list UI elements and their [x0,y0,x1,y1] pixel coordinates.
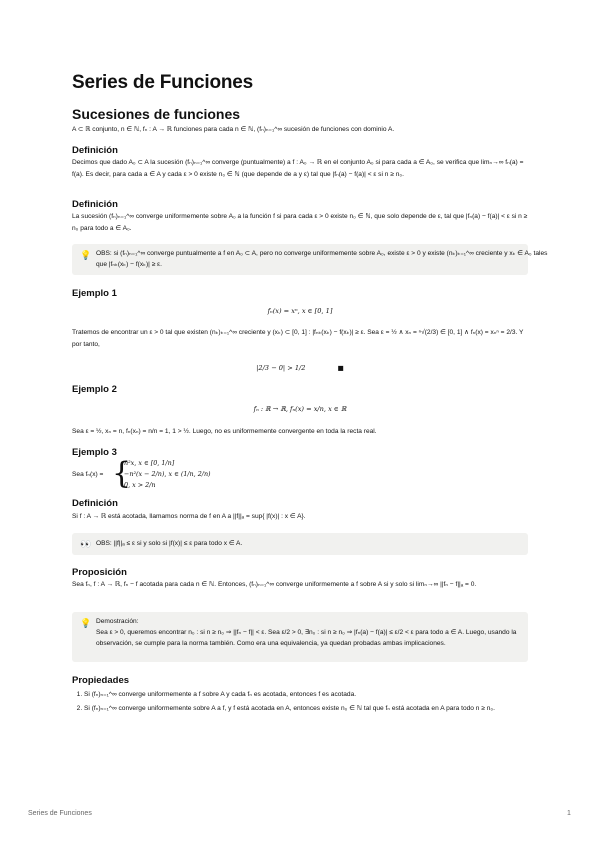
example-result-expr: |2/3 − 0| > 1/2 [256,364,306,372]
footer-page-number: 1 [567,810,571,817]
example-formula-2: fₙ : ℝ → ℝ, fₙ(x) = x/n, x ∈ ℝ [253,405,347,413]
piecewise-case: 0, x > 2/n [124,481,156,489]
definition-heading-1: Definición [72,145,118,156]
proposition-heading: Proposición [72,567,127,578]
example-result-1 [72,362,528,374]
callout-obs-2 [72,533,528,555]
lightbulb-icon: 💡 [80,250,92,260]
properties-heading: Propiedades [72,675,130,686]
footer-title: Series de Funciones [28,810,92,817]
list-item: 2. Si (fₙ)ₙ₌₁^∞ converge uniformemente sobre A a f, y f está acotada en A, entonces existe n₀ ∈ ℕ tal que fₙ está acotada en A para todo n ≥ n₀. [84,703,524,714]
callout-proof [72,612,528,662]
piecewise-prefix: Sea fₙ(x) = [72,471,104,478]
section-heading: Sucesiones de funciones [72,106,241,122]
page-title: Series de Funciones [72,72,253,93]
piecewise-case: n²x, x ∈ [0, 1/n] [124,459,175,467]
callout-text-1: OBS: si (fₙ)ₙ₌₁^∞ converge puntualmente a f en A₀ ⊂ A, pero no converge uniformemente sobre A₀, existe ε > 0 y existe (nₖ)ₖ₌₁^∞ creciente y xₖ ∈ A₀ tales que |fₙₖ(xₖ) − f(xₖ)| ≥ ε. [96,250,548,268]
lightbulb-icon: 💡 [80,618,92,628]
brace-symbol: { [112,456,132,491]
eyes-icon: 👀 [80,539,92,549]
properties-list [72,689,524,717]
proposition-text: Sea fₙ, f : A → ℝ, fₙ − f acotada para cada n ∈ ℕ. Entonces, (fₙ)ₙ₌₁^∞ converge uniformemente a f sobre A si y solo si limₙ→∞ ||fₙ − f||ₐ = 0. [72,581,477,588]
qed-mark: ■ [337,364,344,372]
definition-text-2: La sucesión (fₙ)ₙ₌₁^∞ converge uniformemente sobre A₀ a la función f si para cada ε > 0 existe n₀ ∈ ℕ, que solo depende de ε, tal que |fₙ(a) − f(a)| < ε si n ≥ n₀ para todo a ∈ A₀. [72,213,528,232]
section-intro: A ⊂ ℝ conjunto, n ∈ ℕ, fₙ : A → ℝ funciones para cada n ∈ ℕ, (fₙ)ₙ₌₁^∞ sucesión de funciones con dominio A. [72,126,395,133]
example-heading-3: Ejemplo 3 [72,447,117,458]
example-formula-1: fₙ(x) = xⁿ, x ∈ [0, 1] [267,307,333,315]
proof-label: Demostración: [96,618,139,625]
definition-heading-3: Definición [72,498,118,509]
callout-text-2: OBS: ||f||ₐ ≤ ε si y solo si |f(x)| ≤ ε para todo x ∈ A. [96,540,243,547]
list-item: 1. Si (fₙ)ₙ₌₁^∞ converge uniformemente a f sobre A y cada fₙ es acotada, entonces f es acotada. [84,689,524,700]
example-heading-1: Ejemplo 1 [72,288,117,299]
piecewise-case: −n²(x − 2/n), x ∈ (1/n, 2/n) [124,470,211,478]
example-text-1: Tratemos de encontrar un ε > 0 tal que existen (nₖ)ₖ₌₁^∞ creciente y (xₖ) ⊂ [0, 1] : |fₙₖ(xₖ) − f(xₖ)| ≥ ε. Sea ε = ½ ∧ xₙ = ⁿ√(2/3) ∈ [0, 1] ∧ fₙ(x) = xₙⁿ = 2/3. Y por tanto, [72,329,524,348]
example-text-2: Sea ε = ½, xₙ = n, fₙ(xₙ) = n/n = 1, 1 > ½. Luego, no es uniformemente convergente en toda la recta real. [72,428,377,435]
callout-obs-1 [72,244,548,275]
proof-text: Sea ε > 0, queremos encontrar n₀ : si n ≥ n₀ ⇒ ||fₙ − f|| < ε. Sea ε/2 > 0, ∃n₀ : si n ≥ n₀ ⇒ |fₙ(a) − f(a)| ≤ ε/2 < ε para todo a ∈ A. Luego, usando la observación, se cumple para la norma también. Como era una equivalencia, ya quedan probadas ambas implicaciones. [96,629,517,647]
definition-heading-2: Definición [72,199,118,210]
piecewise-definition [72,456,372,493]
example-heading-2: Ejemplo 2 [72,384,117,395]
definition-text-3: Si f : A → ℝ está acotada, llamamos norma de f en A a ||f||ₐ = sup{ |f(x)| : x ∈ A}. [72,513,306,520]
definition-text-1: Decimos que dado A₀ ⊂ A la sucesión (fₙ)ₙ₌₁^∞ converge (puntualmente) a f : A₀ → ℝ en el conjunto A₀ si para cada a ∈ A₀, se verifica que limₙ→∞ fₙ(a) = f(a). Es decir, para cada a ∈ A y cada ε > 0 existe n₀ ∈ ℕ (que depende de a y ε) tal que |fₙ(a) − f(a)| < ε si n ≥ n₀. [72,159,524,178]
